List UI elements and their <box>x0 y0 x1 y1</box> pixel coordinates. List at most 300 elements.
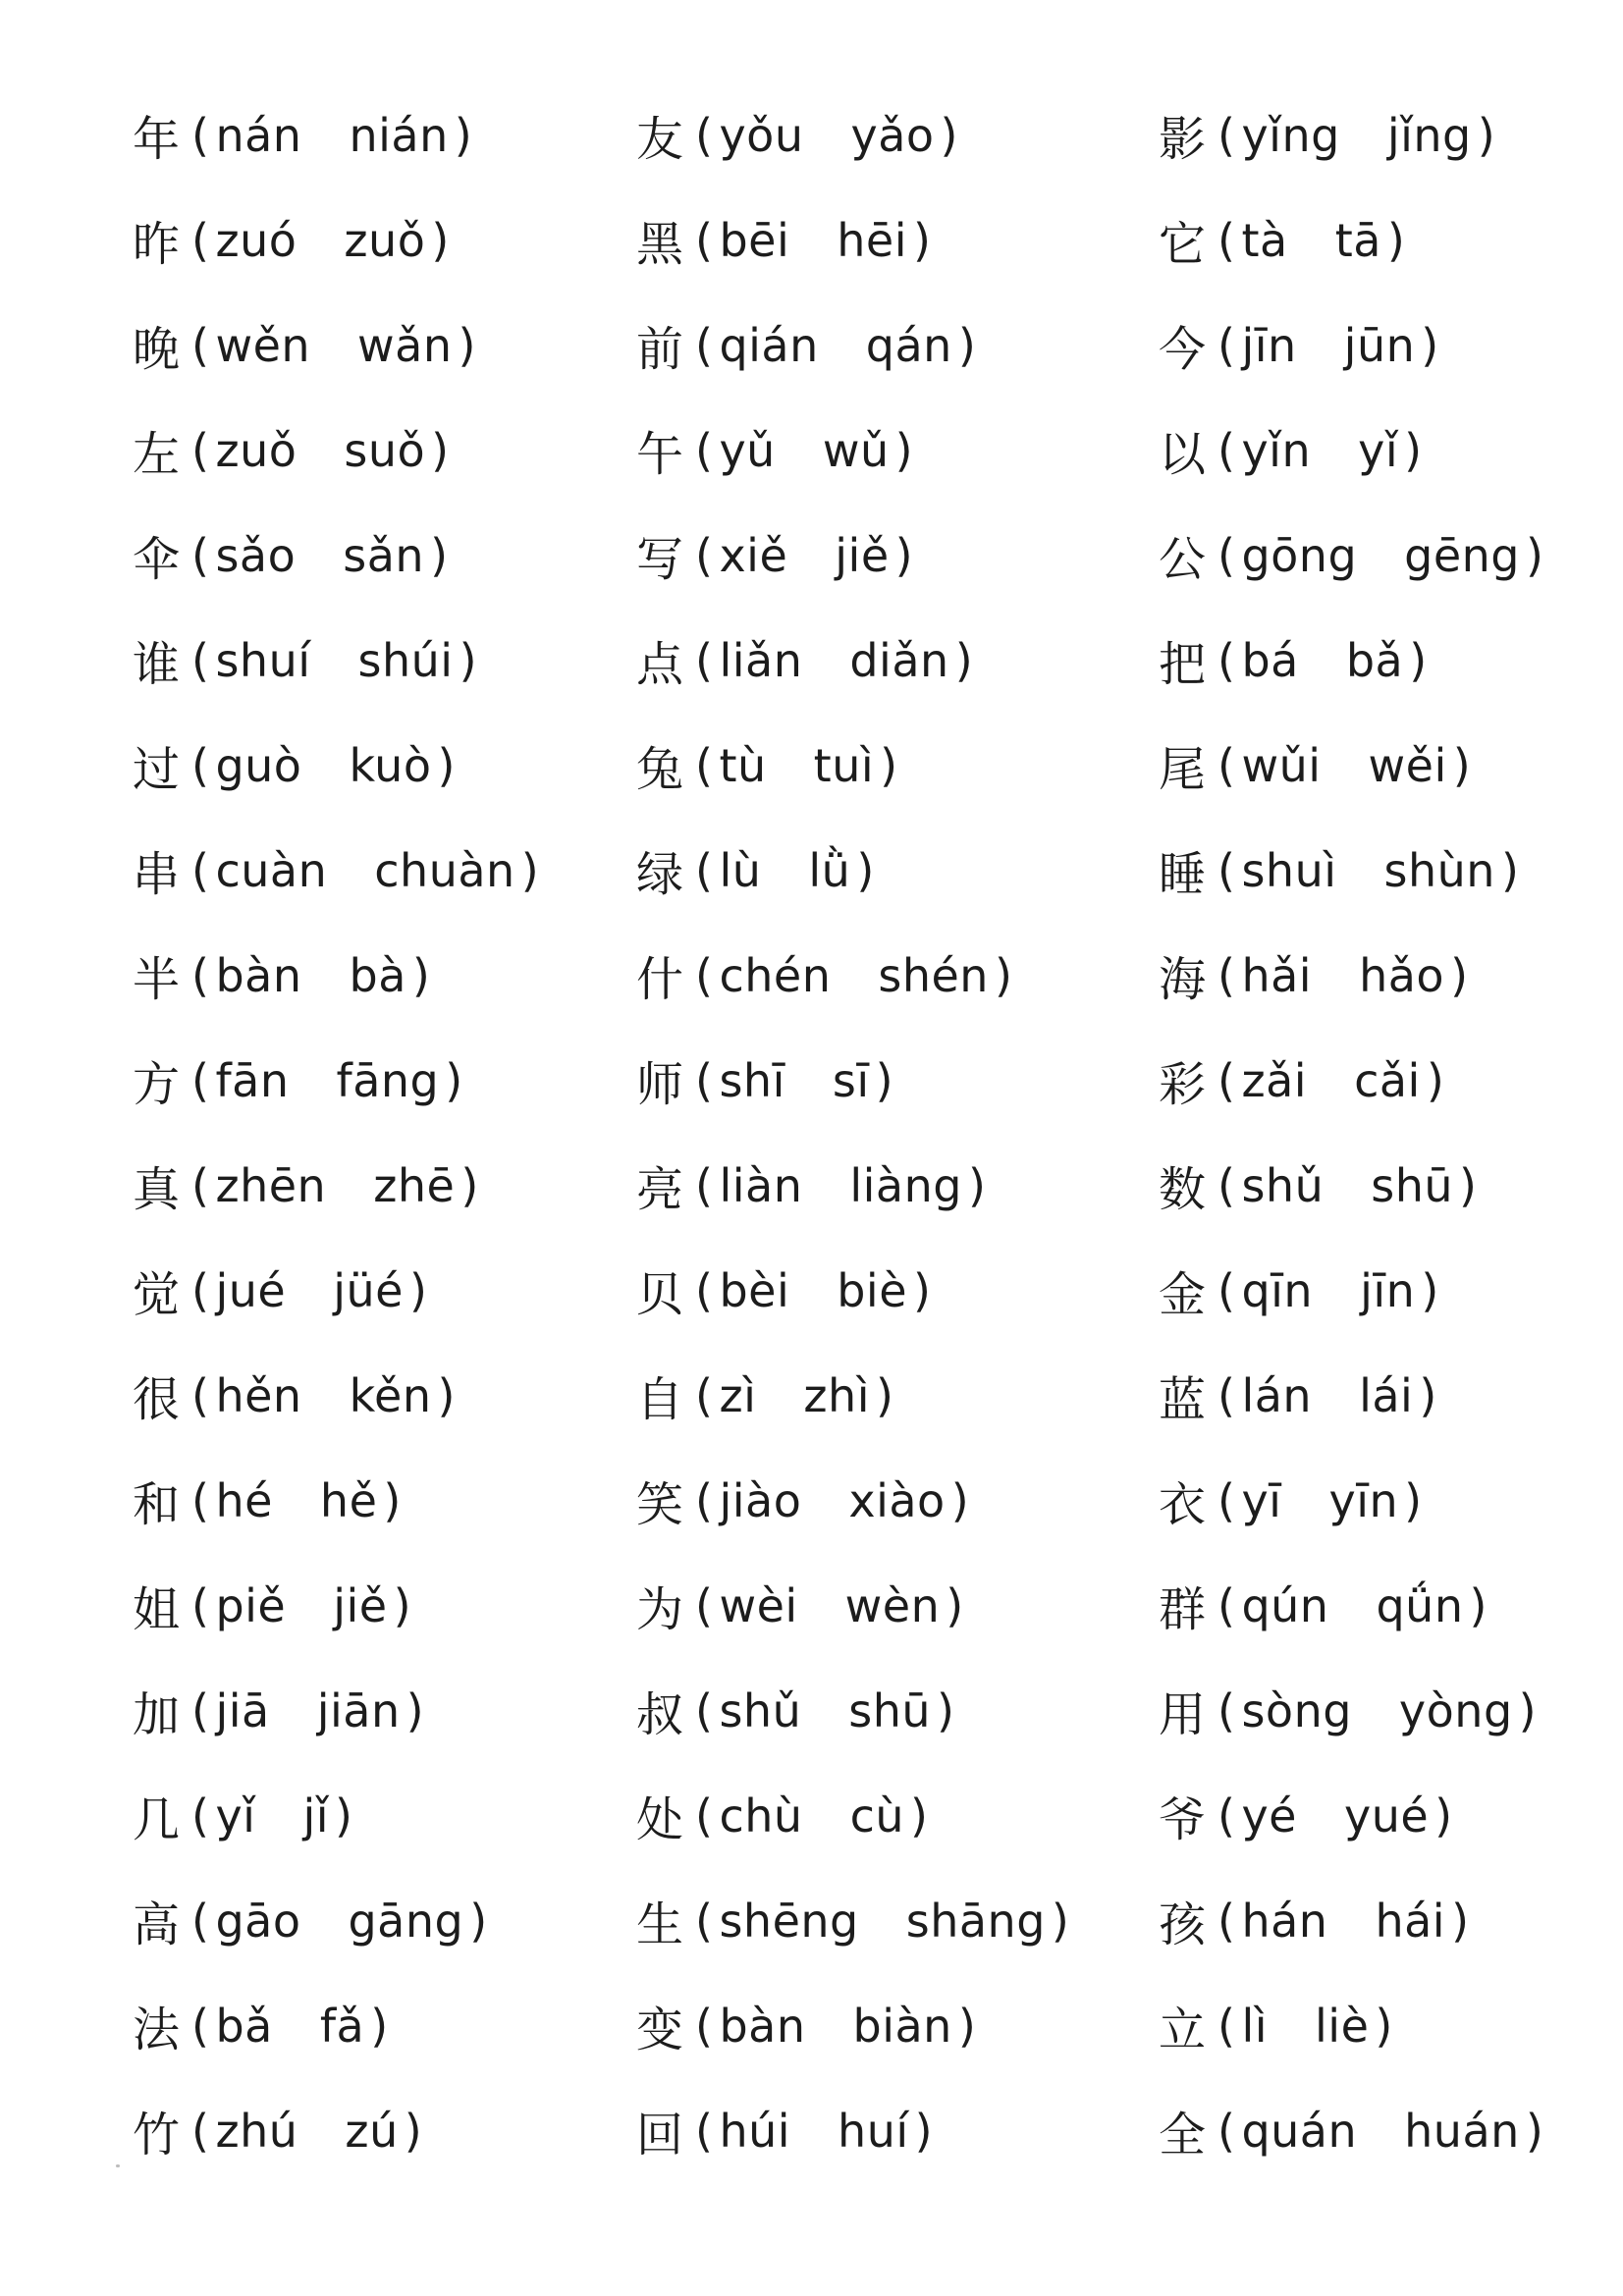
pinyin-choice-item <box>133 1553 643 1658</box>
hanzi-character: 高 <box>133 1897 181 1952</box>
open-paren: ( <box>191 528 210 582</box>
open-paren: ( <box>1217 528 1236 582</box>
pinyin-choice-item <box>133 1448 643 1553</box>
close-paren: ) <box>1452 738 1472 792</box>
pinyin-option-b[interactable]: hǎo <box>1359 948 1445 1002</box>
pinyin-option-b[interactable]: yīn <box>1328 1473 1399 1527</box>
pinyin-option-a[interactable]: hǎi <box>1241 948 1313 1002</box>
pinyin-option-b[interactable]: huán <box>1404 2104 1520 2158</box>
close-paren: ) <box>1404 1473 1423 1527</box>
open-paren: ( <box>695 948 714 1002</box>
pinyin-choice-item <box>636 1658 1147 1763</box>
pinyin-choice-item <box>636 713 1147 818</box>
close-paren: ) <box>940 108 958 162</box>
open-paren: ( <box>191 318 210 372</box>
pinyin-option-a[interactable]: lán <box>1241 1368 1313 1422</box>
pinyin-option-a[interactable]: gōng <box>1241 528 1358 582</box>
pinyin-option-a[interactable]: bǎ <box>215 1999 273 2053</box>
pinyin-option-a[interactable]: tà <box>1241 213 1288 267</box>
open-paren: ( <box>1217 738 1236 792</box>
pinyin-option-a[interactable]: yǐn <box>1241 423 1312 477</box>
pinyin-option-b[interactable]: kuò <box>349 738 432 792</box>
pinyin-option-a[interactable]: zhú <box>215 2104 298 2158</box>
hanzi-character: 伞 <box>133 532 181 587</box>
open-paren: ( <box>191 1789 210 1842</box>
pinyin-option-b[interactable]: nián <box>349 108 449 162</box>
close-paren: ) <box>1450 948 1469 1002</box>
pinyin-option-b[interactable]: yǐ <box>1358 423 1399 477</box>
pinyin-option-a[interactable]: jiā <box>215 1683 270 1737</box>
pinyin-option-a[interactable]: jīn <box>1241 318 1297 372</box>
pinyin-option-b[interactable]: shúi <box>357 633 454 687</box>
pinyin-choice-item <box>636 1238 1147 1343</box>
pinyin-choice-item <box>133 1763 643 1868</box>
open-paren: ( <box>1217 1683 1236 1737</box>
pinyin-choice-item <box>133 818 643 923</box>
close-paren: ) <box>994 948 1013 1002</box>
close-paren: ) <box>445 1053 463 1107</box>
pinyin-option-b[interactable]: tuì <box>813 738 875 792</box>
open-paren: ( <box>191 633 210 687</box>
pinyin-choice-item <box>636 1133 1147 1238</box>
pinyin-option-b[interactable]: jüé <box>333 1263 404 1317</box>
open-paren: ( <box>695 1473 714 1527</box>
close-paren: ) <box>1469 1578 1488 1632</box>
pinyin-option-b[interactable]: kěn <box>349 1368 432 1422</box>
pinyin-option-a[interactable]: fān <box>215 1053 290 1107</box>
hanzi-character: 黑 <box>636 217 684 272</box>
pinyin-option-b[interactable]: cǎi <box>1354 1053 1421 1107</box>
hanzi-character: 睡 <box>1159 847 1207 902</box>
open-paren: ( <box>1217 1789 1236 1842</box>
pinyin-choice-item <box>636 1448 1147 1553</box>
pinyin-option-a[interactable]: tù <box>719 738 767 792</box>
pinyin-option-b[interactable]: huí <box>838 2104 909 2158</box>
hanzi-character: 很 <box>133 1372 181 1427</box>
open-paren: ( <box>191 738 210 792</box>
close-paren: ) <box>894 423 914 477</box>
pinyin-option-b[interactable]: hái <box>1375 1894 1446 1948</box>
open-paren: ( <box>695 1263 714 1317</box>
pinyin-option-a[interactable]: liǎn <box>719 633 803 687</box>
pinyin-choice-item <box>133 923 643 1028</box>
close-paren: ) <box>957 318 977 372</box>
pinyin-option-b[interactable]: qǘn <box>1376 1578 1464 1632</box>
pinyin-option-b[interactable]: fāng <box>336 1053 440 1107</box>
pinyin-option-a[interactable]: jué <box>215 1263 287 1317</box>
pinyin-choice-item <box>1159 1763 1623 1868</box>
open-paren: ( <box>1217 213 1236 267</box>
close-paren: ) <box>406 1683 425 1737</box>
pinyin-option-b[interactable]: jīn <box>1360 1263 1416 1317</box>
pinyin-option-a[interactable]: sòng <box>1241 1683 1352 1737</box>
pinyin-option-b[interactable]: wǎn <box>357 318 453 372</box>
hanzi-character: 亮 <box>636 1162 684 1217</box>
pinyin-option-a[interactable]: húi <box>719 2104 791 2158</box>
hanzi-character: 晚 <box>133 322 181 377</box>
pinyin-option-b[interactable]: lǜ <box>808 843 851 897</box>
pinyin-choice-item <box>133 713 643 818</box>
close-paren: ) <box>408 1263 428 1317</box>
open-paren: ( <box>1217 1578 1236 1632</box>
close-paren: ) <box>454 108 473 162</box>
pinyin-option-b[interactable]: yué <box>1343 1789 1430 1842</box>
close-paren: ) <box>1409 633 1428 687</box>
pinyin-choice-item <box>636 293 1147 398</box>
pinyin-option-b[interactable]: fǎ <box>319 1999 365 2053</box>
pinyin-option-b[interactable]: jǐng <box>1386 108 1472 162</box>
pinyin-choice-item <box>133 503 643 608</box>
pinyin-option-a[interactable]: yǒu <box>719 108 804 162</box>
pinyin-option-a[interactable]: chén <box>719 948 832 1002</box>
close-paren: ) <box>957 1999 977 2053</box>
pinyin-option-b[interactable]: shén <box>878 948 989 1002</box>
pinyin-choice-item <box>133 1133 643 1238</box>
pinyin-option-a[interactable]: zì <box>719 1368 757 1422</box>
open-paren: ( <box>695 1578 714 1632</box>
pinyin-option-b[interactable]: jǐ <box>302 1789 330 1842</box>
pinyin-option-a[interactable]: shǔ <box>719 1683 802 1737</box>
pinyin-option-b[interactable]: zhē <box>373 1158 456 1212</box>
pinyin-option-b[interactable]: biè <box>837 1263 908 1317</box>
column-right <box>1159 82 1623 2183</box>
open-paren: ( <box>695 633 714 687</box>
pinyin-option-a[interactable]: qīn <box>1241 1263 1314 1317</box>
hanzi-character: 师 <box>636 1057 684 1112</box>
pinyin-option-b[interactable]: xiào <box>848 1473 946 1527</box>
pinyin-option-a[interactable]: hán <box>1241 1894 1328 1948</box>
hanzi-character: 前 <box>636 322 684 377</box>
pinyin-choice-item <box>636 1553 1147 1658</box>
close-paren: ) <box>393 1578 412 1632</box>
close-paren: ) <box>1386 213 1406 267</box>
pinyin-option-a[interactable]: hěn <box>215 1368 302 1422</box>
close-paren: ) <box>1434 1789 1453 1842</box>
open-paren: ( <box>695 423 714 477</box>
pinyin-option-a[interactable]: lù <box>719 843 762 897</box>
hanzi-character: 午 <box>636 427 684 482</box>
open-paren: ( <box>695 1053 714 1107</box>
pinyin-option-b[interactable]: jiě <box>835 528 890 582</box>
pinyin-choice-item <box>636 187 1147 293</box>
pinyin-option-a[interactable]: qián <box>719 318 819 372</box>
close-paren: ) <box>914 2104 934 2158</box>
pinyin-option-b[interactable]: cù <box>849 1789 905 1842</box>
pinyin-option-b[interactable]: yòng <box>1398 1683 1513 1737</box>
pinyin-option-b[interactable]: shū <box>848 1683 932 1737</box>
pinyin-option-b[interactable]: tā <box>1334 213 1381 267</box>
open-paren: ( <box>1217 948 1236 1002</box>
pinyin-option-b[interactable]: liè <box>1315 1999 1370 2053</box>
pinyin-option-a[interactable]: yǐng <box>1241 108 1340 162</box>
hanzi-character: 群 <box>1159 1582 1207 1637</box>
close-paren: ) <box>459 633 478 687</box>
close-paren: ) <box>1500 843 1520 897</box>
open-paren: ( <box>1217 1999 1236 2053</box>
pinyin-option-a[interactable]: jiào <box>719 1473 802 1527</box>
open-paren: ( <box>1217 1263 1236 1317</box>
open-paren: ( <box>1217 633 1236 687</box>
hanzi-character: 过 <box>133 742 181 797</box>
pinyin-option-a[interactable]: gāo <box>215 1894 301 1948</box>
open-paren: ( <box>695 1789 714 1842</box>
open-paren: ( <box>191 843 210 897</box>
hanzi-character: 加 <box>133 1687 181 1742</box>
hanzi-character: 全 <box>1159 2108 1207 2163</box>
open-paren: ( <box>191 948 210 1002</box>
pinyin-option-a[interactable]: qún <box>1241 1578 1329 1632</box>
open-paren: ( <box>191 1158 210 1212</box>
pinyin-choice-item <box>1159 1343 1623 1448</box>
hanzi-character: 立 <box>1159 2002 1207 2057</box>
pinyin-option-b[interactable]: hēi <box>837 213 907 267</box>
pinyin-choice-item <box>133 293 643 398</box>
close-paren: ) <box>520 843 540 897</box>
hanzi-character: 叔 <box>636 1687 684 1742</box>
hanzi-character: 今 <box>1159 322 1207 377</box>
pinyin-choice-item <box>1159 1868 1623 1973</box>
pinyin-choice-item <box>1159 503 1623 608</box>
pinyin-option-a[interactable]: chù <box>719 1789 803 1842</box>
pinyin-option-a[interactable]: sǎo <box>215 528 297 582</box>
open-paren: ( <box>695 1158 714 1212</box>
pinyin-option-a[interactable]: bàn <box>719 1999 806 2053</box>
close-paren: ) <box>437 738 456 792</box>
scan-speck <box>116 2164 120 2167</box>
pinyin-option-a[interactable]: wěn <box>215 318 311 372</box>
pinyin-choice-item <box>133 398 643 503</box>
pinyin-choice-item <box>636 2078 1147 2183</box>
pinyin-option-a[interactable]: zuǒ <box>215 423 298 477</box>
pinyin-option-b[interactable]: wǔ <box>822 423 890 477</box>
pinyin-option-b[interactable]: gēng <box>1404 528 1521 582</box>
open-paren: ( <box>695 213 714 267</box>
pinyin-option-b[interactable]: jiān <box>316 1683 401 1737</box>
pinyin-choice-item <box>636 398 1147 503</box>
hanzi-character: 尾 <box>1159 742 1207 797</box>
pinyin-choice-item <box>1159 1133 1623 1238</box>
open-paren: ( <box>191 1473 210 1527</box>
pinyin-option-b[interactable]: sǎn <box>343 528 425 582</box>
pinyin-choice-item <box>636 1763 1147 1868</box>
hanzi-character: 笑 <box>636 1477 684 1532</box>
open-paren: ( <box>1217 1473 1236 1527</box>
pinyin-option-b[interactable]: yǎo <box>850 108 935 162</box>
hanzi-character: 姐 <box>133 1582 181 1637</box>
hanzi-character: 公 <box>1159 532 1207 587</box>
close-paren: ) <box>1477 108 1496 162</box>
pinyin-option-a[interactable]: cuàn <box>215 843 328 897</box>
pinyin-choice-item <box>1159 2078 1623 2183</box>
close-paren: ) <box>404 2104 423 2158</box>
pinyin-option-a[interactable]: bàn <box>215 948 302 1002</box>
close-paren: ) <box>946 1578 964 1632</box>
pinyin-option-a[interactable]: yǔ <box>719 423 776 477</box>
pinyin-option-b[interactable]: gāng <box>348 1894 464 1948</box>
open-paren: ( <box>695 1683 714 1737</box>
hanzi-character: 觉 <box>133 1267 181 1322</box>
pinyin-option-a[interactable]: wèi <box>719 1578 798 1632</box>
pinyin-option-b[interactable]: wěi <box>1368 738 1447 792</box>
pinyin-option-a[interactable]: bá <box>1241 633 1299 687</box>
close-paren: ) <box>913 1263 932 1317</box>
hanzi-character: 谁 <box>133 637 181 692</box>
pinyin-option-b[interactable]: liàng <box>849 1158 962 1212</box>
pinyin-option-b[interactable]: shāng <box>905 1894 1046 1948</box>
pinyin-option-b[interactable]: hě <box>319 1473 378 1527</box>
pinyin-choice-item <box>1159 187 1623 293</box>
hanzi-character: 用 <box>1159 1687 1207 1742</box>
hanzi-character: 孩 <box>1159 1897 1207 1952</box>
close-paren: ) <box>335 1789 353 1842</box>
pinyin-choice-item <box>1159 713 1623 818</box>
hanzi-character: 几 <box>133 1792 181 1847</box>
pinyin-choice-item <box>636 503 1147 608</box>
hanzi-character: 金 <box>1159 1267 1207 1322</box>
close-paren: ) <box>469 1894 488 1948</box>
pinyin-option-a[interactable]: shuí <box>215 633 311 687</box>
pinyin-choice-item <box>133 2078 643 2183</box>
pinyin-option-a[interactable]: wǔi <box>1241 738 1322 792</box>
hanzi-character: 把 <box>1159 637 1207 692</box>
pinyin-choice-item <box>133 187 643 293</box>
hanzi-character: 绿 <box>636 847 684 902</box>
pinyin-choice-item <box>133 1028 643 1133</box>
open-paren: ( <box>191 1578 210 1632</box>
pinyin-option-b[interactable]: biàn <box>852 1999 952 2053</box>
pinyin-option-b[interactable]: zú <box>345 2104 399 2158</box>
pinyin-option-b[interactable]: shùn <box>1383 843 1495 897</box>
hanzi-character: 以 <box>1159 427 1207 482</box>
column-middle <box>636 82 1147 2183</box>
pinyin-option-b[interactable]: suǒ <box>344 423 426 477</box>
pinyin-option-b[interactable]: zuǒ <box>344 213 426 267</box>
pinyin-choice-item <box>636 82 1147 187</box>
hanzi-character: 写 <box>636 532 684 587</box>
open-paren: ( <box>191 108 210 162</box>
pinyin-option-b[interactable]: sī <box>832 1053 870 1107</box>
pinyin-option-a[interactable]: piě <box>215 1578 287 1632</box>
pinyin-option-a[interactable]: bèi <box>719 1263 790 1317</box>
pinyin-option-a[interactable]: bēi <box>719 213 790 267</box>
open-paren: ( <box>191 213 210 267</box>
close-paren: ) <box>912 213 932 267</box>
pinyin-option-b[interactable]: qán <box>865 318 952 372</box>
close-paren: ) <box>370 1999 389 2053</box>
close-paren: ) <box>1421 1263 1439 1317</box>
hanzi-character: 方 <box>133 1057 181 1112</box>
pinyin-option-a[interactable]: zuó <box>215 213 298 267</box>
close-paren: ) <box>1459 1158 1478 1212</box>
pinyin-choice-item <box>133 608 643 713</box>
pinyin-option-a[interactable]: xiě <box>719 528 788 582</box>
close-paren: ) <box>1518 1683 1538 1737</box>
open-paren: ( <box>695 1999 714 2053</box>
pinyin-option-b[interactable]: bà <box>349 948 406 1002</box>
open-paren: ( <box>191 1263 210 1317</box>
pinyin-choice-item <box>133 1238 643 1343</box>
hanzi-character: 法 <box>133 2002 181 2057</box>
hanzi-character: 变 <box>636 2002 684 2057</box>
pinyin-option-b[interactable]: diǎn <box>849 633 949 687</box>
hanzi-character: 彩 <box>1159 1057 1207 1112</box>
column-left <box>133 82 643 2183</box>
open-paren: ( <box>191 1999 210 2053</box>
open-paren: ( <box>695 1894 714 1948</box>
open-paren: ( <box>1217 1053 1236 1107</box>
close-paren: ) <box>856 843 875 897</box>
hanzi-character: 海 <box>1159 952 1207 1007</box>
hanzi-character: 自 <box>636 1372 684 1427</box>
pinyin-option-b[interactable]: chuàn <box>374 843 515 897</box>
pinyin-option-a[interactable]: liàn <box>719 1158 803 1212</box>
open-paren: ( <box>695 2104 714 2158</box>
hanzi-character: 年 <box>133 112 181 167</box>
open-paren: ( <box>695 318 714 372</box>
hanzi-character: 串 <box>133 847 181 902</box>
pinyin-option-a[interactable]: shī <box>719 1053 785 1107</box>
pinyin-choice-item <box>1159 1553 1623 1658</box>
open-paren: ( <box>1217 318 1236 372</box>
pinyin-option-b[interactable]: lái <box>1359 1368 1414 1422</box>
open-paren: ( <box>191 423 210 477</box>
open-paren: ( <box>1217 2104 1236 2158</box>
close-paren: ) <box>1426 1053 1445 1107</box>
close-paren: ) <box>1525 2104 1544 2158</box>
pinyin-option-b[interactable]: wèn <box>844 1578 941 1632</box>
open-paren: ( <box>1217 1894 1236 1948</box>
pinyin-choice-item <box>1159 1658 1623 1763</box>
pinyin-choice-item <box>133 1343 643 1448</box>
pinyin-option-a[interactable]: zhēn <box>215 1158 327 1212</box>
pinyin-option-a[interactable]: shuì <box>1241 843 1337 897</box>
open-paren: ( <box>1217 1368 1236 1422</box>
close-paren: ) <box>431 213 450 267</box>
pinyin-option-a[interactable]: zǎi <box>1241 1053 1308 1107</box>
pinyin-option-a[interactable]: nán <box>215 108 302 162</box>
pinyin-option-b[interactable]: jiě <box>333 1578 388 1632</box>
hanzi-character: 影 <box>1159 112 1207 167</box>
open-paren: ( <box>695 738 714 792</box>
pinyin-option-a[interactable]: quán <box>1241 2104 1358 2158</box>
pinyin-option-b[interactable]: shū <box>1371 1158 1454 1212</box>
close-paren: ) <box>1375 1999 1393 2053</box>
pinyin-option-a[interactable]: yǐ <box>215 1789 256 1842</box>
pinyin-choice-item <box>1159 293 1623 398</box>
open-paren: ( <box>1217 108 1236 162</box>
pinyin-choice-item <box>636 1973 1147 2078</box>
pinyin-option-a[interactable]: guò <box>215 738 302 792</box>
pinyin-option-a[interactable]: shēng <box>719 1894 859 1948</box>
pinyin-choice-item <box>636 1343 1147 1448</box>
pinyin-option-b[interactable]: bǎ <box>1345 633 1404 687</box>
open-paren: ( <box>191 1368 210 1422</box>
pinyin-option-b[interactable]: jūn <box>1343 318 1416 372</box>
close-paren: ) <box>460 1158 479 1212</box>
pinyin-option-b[interactable]: zhì <box>803 1368 870 1422</box>
pinyin-choice-item <box>636 1028 1147 1133</box>
hanzi-character: 回 <box>636 2108 684 2163</box>
pinyin-option-a[interactable]: hé <box>215 1473 273 1527</box>
pinyin-option-a[interactable]: shǔ <box>1241 1158 1325 1212</box>
pinyin-option-a[interactable]: lì <box>1241 1999 1269 2053</box>
pinyin-choice-item <box>1159 398 1623 503</box>
pinyin-option-a[interactable]: yī <box>1241 1473 1282 1527</box>
pinyin-option-a[interactable]: yé <box>1241 1789 1297 1842</box>
hanzi-character: 为 <box>636 1582 684 1637</box>
pinyin-choice-item <box>1159 1973 1623 2078</box>
hanzi-character: 和 <box>133 1477 181 1532</box>
